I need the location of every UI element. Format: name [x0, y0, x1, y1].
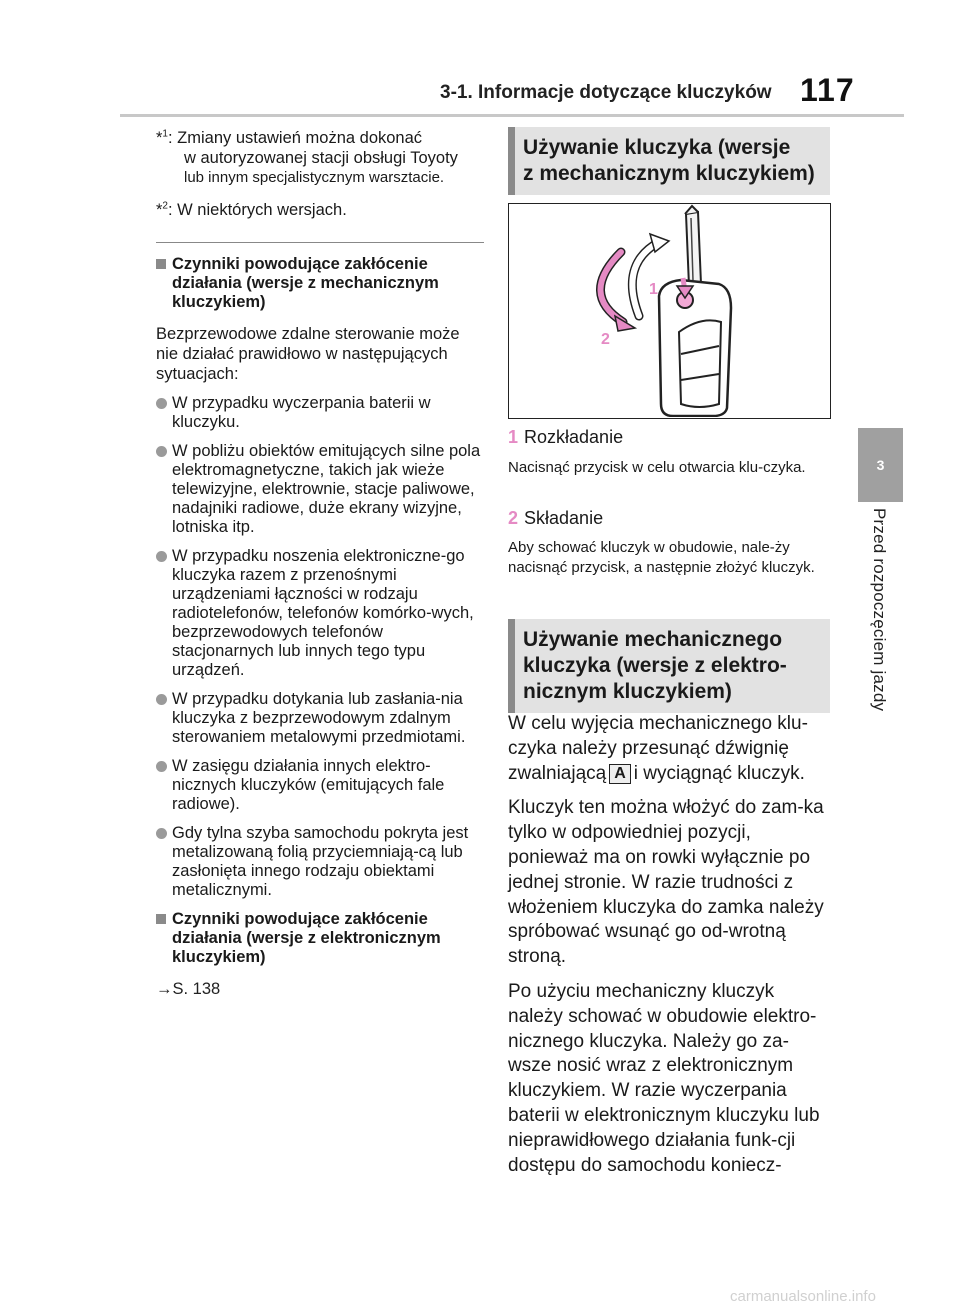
right-body-text: [508, 712, 832, 1188]
list-item: W pobliżu obiektów emitujących silne pola elektromagnetyczne, takich jak wieże telewizyjne, elektrownie, stacje paliwowe, nadajniki radiowe, duże ekrany wizyjne, lotniska itp.: [156, 442, 484, 537]
divider: [156, 242, 484, 243]
footnote-text: : Zmiany ustawień można dokonać: [167, 129, 423, 147]
circle-bullet-icon: [156, 398, 167, 409]
paragraph: Kluczyk ten można włożyć do zam-ka tylko w odpowiedniej pozycji, ponieważ ma on rowki wyłącznie po jednej stronie. W razie trudności z włożeniem kluczyka do zamka należy spróbować wsunąć go od-wrotną stroną.: [508, 797, 824, 968]
header-rule: [120, 114, 904, 117]
figure-label-1: 1: [649, 281, 658, 298]
circle-bullet-icon: [156, 694, 167, 705]
page-reference-link[interactable]: →S. 138: [156, 980, 221, 998]
footnote-text: w autoryzowanej stacji obsługi Toyoty: [184, 149, 458, 167]
step-number: 1: [508, 427, 519, 447]
step-number: 2: [508, 508, 519, 528]
section-heading-mechanical-key: Używanie kluczyka (wersje z mechanicznym kluczykiem): [508, 127, 830, 195]
circle-bullet-icon: [156, 446, 167, 457]
watermark: carmanualsonline.info: [730, 1288, 876, 1305]
subheading-electronic: Czynniki powodujące zakłócenie działania (wersje z elektronicznym kluczykiem): [156, 910, 484, 967]
figure-label-2: 2: [601, 331, 610, 348]
footnote-text: lub innym specjalistycznym warsztacie.: [184, 169, 445, 186]
step-1-description: Nacisnąć przycisk w celu otwarcia klu-czyka.: [508, 459, 806, 476]
step-2-description: Aby schować kluczyk w obudowie, nale-ży nacisnąć przycisk, a następnie złożyć kluczyk.: [508, 539, 815, 576]
section-heading-electronic-key: Używanie mechanicznego kluczyka (wersje z elektro- nicznym kluczykiem): [508, 619, 830, 713]
left-column: [156, 128, 484, 999]
label-a-box: A: [609, 764, 631, 784]
step-2: 2 Składanie: [508, 508, 604, 528]
footnote-mark: 1: [162, 128, 168, 140]
subheading-mechanical: Czynniki powodujące zakłócenie działania (wersje z mechanicznym kluczykiem): [156, 255, 484, 312]
chapter-number: 3: [876, 457, 885, 473]
square-bullet-icon: [156, 914, 166, 924]
paragraph: W celu wyjęcia mechanicznego klu-czyka należy przesunąć dźwignię zwalniającą A i wyciągnąć kluczyk.: [508, 713, 808, 784]
list-item: Gdy tylna szyba samochodu pokryta jest metalizowaną folią przyciemniają-cą lub zasłonięta innego rodzaju obiektami metalicznymi.: [156, 824, 484, 900]
circle-bullet-icon: [156, 551, 167, 562]
list-item: W zasięgu działania innych elektro-nicznych kluczyków (emitujących fale radiowe).: [156, 757, 484, 814]
paragraph: Po użyciu mechaniczny kluczyk należy schować w obudowie elektro-nicznego kluczyka. Należy go za-wsze nosić wraz z elektronicznym kluczykiem. W razie wyczerpania baterii w elektronicznym kluczyku lub nieprawidłowego działania funk-cji dostępu do samochodu koniecz-: [508, 980, 820, 1176]
circle-bullet-icon: [156, 761, 167, 772]
header-section-title: 3-1. Informacje dotyczące kluczyków: [440, 82, 772, 103]
list-item: W przypadku wyczerpania baterii w kluczyku.: [156, 394, 484, 432]
footnote-1: *$^1$: Zmiany ustawień można dokonać w autoryzowanej stacji obsługi Toyoty lub innym specjalistycznym warsztacie.: [156, 128, 484, 188]
footnote-text: : W niektórych wersjach.: [167, 201, 347, 219]
square-bullet-icon: [156, 259, 166, 269]
chapter-title: Przed rozpoczęciem jazdy: [870, 508, 889, 712]
key-illustration: [508, 203, 831, 419]
list-item: W przypadku noszenia elektroniczne-go kluczyka razem z przenośnymi urządzeniami łączności w rodzaju radiotelefonów, telefonów komórko-wych, bezprzewodowych telefonów stacjonarnych lub innych tego typu urządzeń.: [156, 547, 484, 680]
intro-paragraph: Bezprzewodowe zdalne sterowanie może nie działać prawidłowo w następujących sytuacjach:: [156, 325, 460, 383]
footnote-2: *$^2$: W niektórych wersjach.: [156, 200, 347, 219]
list-item: W przypadku dotykania lub zasłania-nia kluczyka z bezprzewodowym zdalnym sterowaniem metalowymi przedmiotami.: [156, 690, 484, 747]
step-1: 1 Rozkładanie: [508, 427, 624, 447]
chapter-tab: [858, 428, 903, 502]
folding-key-diagram: [509, 204, 829, 417]
circle-bullet-icon: [156, 828, 167, 839]
page-number: 117: [800, 72, 855, 108]
footnote-mark: 2: [162, 200, 168, 212]
